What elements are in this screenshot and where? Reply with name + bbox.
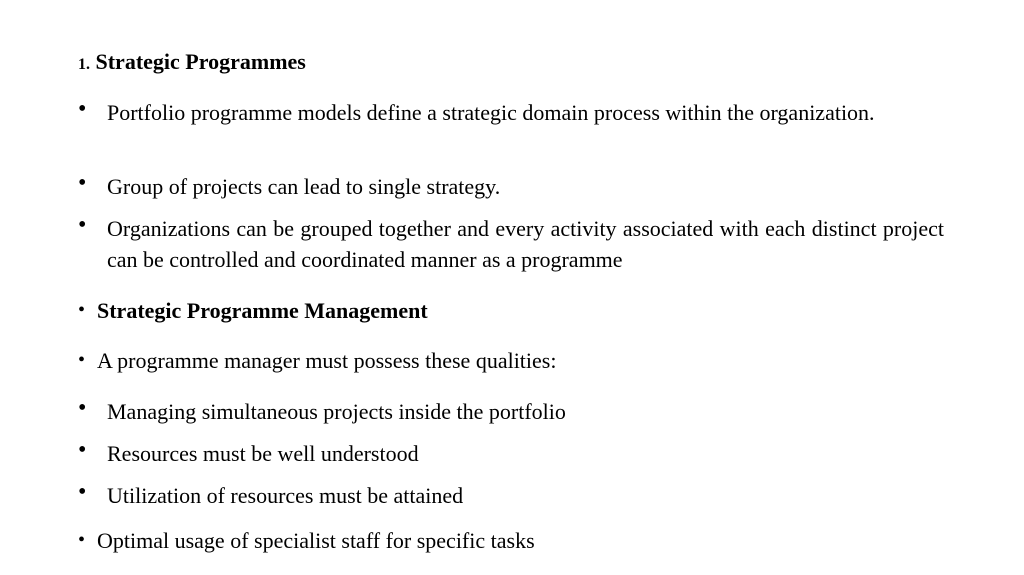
bullet-quality-resources [78,438,944,469]
bullet-dot-icon: • [78,212,87,238]
bullet-organizations-grouped [78,213,944,275]
bullet-dot-icon: • [78,395,87,421]
bullet-dot-icon: • [78,299,86,321]
bullet-dot-icon: • [78,437,87,463]
bullet-text: Organizations can be grouped together and every activity associated with each distinct project can be controlled and coordinated manner as a programme [107,216,944,272]
subheading-text: Strategic Programme Management [97,298,428,323]
bullet-dot-icon: • [78,529,86,551]
bullet-quality-utilization [78,480,944,511]
bullet-text: Managing simultaneous projects inside the portfolio [107,399,566,424]
bullet-qualities-intro [78,345,944,376]
bullet-portfolio-models [78,97,944,128]
bullet-group-projects [78,171,944,202]
bullet-text: Portfolio programme models define a strategic domain process within the organization. [107,100,875,125]
bullet-text: Group of projects can lead to single strategy. [107,174,501,199]
bullet-closing [78,525,944,556]
closing-text: Optimal usage of specialist staff for specific tasks [97,528,535,553]
bullet-dot-icon: • [78,96,87,122]
bullet-quality-simultaneous [78,396,944,427]
qualities-intro-text: A programme manager must possess these qualities: [97,348,557,373]
bullet-text: Utilization of resources must be attained [107,483,464,508]
bullet-subheading [78,295,944,326]
bullet-dot-icon: • [78,479,87,505]
heading-number: 1. [78,56,90,73]
slide-heading [78,47,306,80]
bullet-dot-icon: • [78,349,86,371]
bullet-text: Resources must be well understood [107,441,419,466]
bullet-dot-icon: • [78,170,87,196]
heading-title: Strategic Programmes [95,49,306,74]
